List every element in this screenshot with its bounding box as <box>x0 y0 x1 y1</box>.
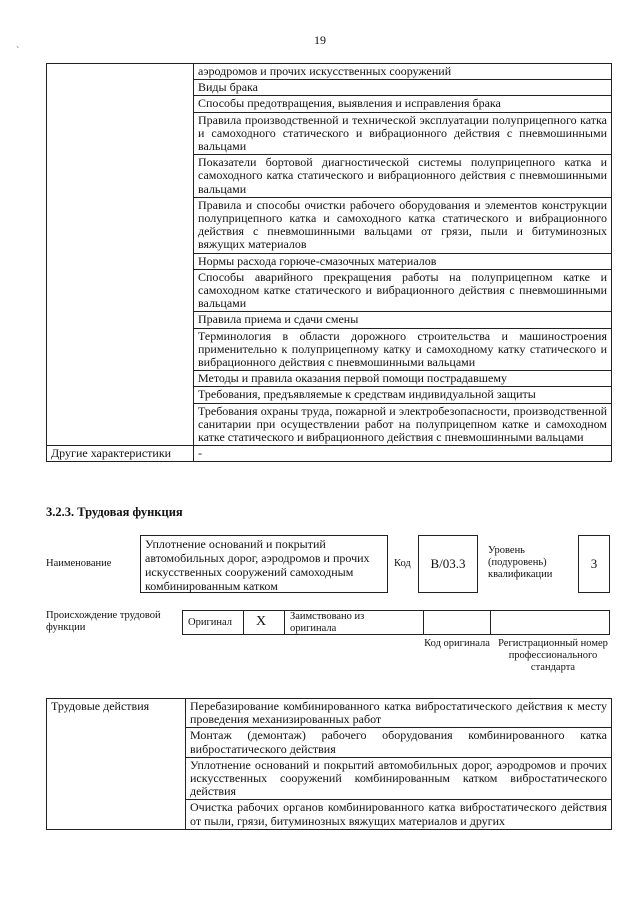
knowledge-table-continuation <box>46 63 612 462</box>
name-label: Наименование <box>46 558 112 569</box>
reg-number-caption: Регистрационный номер профессионального стандарта <box>498 638 608 673</box>
knowledge-item: Виды брака <box>194 80 612 96</box>
knowledge-item: Терминология в области дорожного строительства и машиностроения применительно к полуприцепному катку и самоходному катку статического и вибрационного действия с пневмошинными вальцами <box>194 328 612 371</box>
original-label-cell <box>182 610 244 635</box>
original-label: Оригинал <box>188 617 232 628</box>
knowledge-item: Нормы расхода горюче-смазочных материалов <box>194 253 612 269</box>
corner-mark: ` <box>16 46 20 57</box>
original-mark-cell <box>243 610 285 635</box>
level-field: 3 <box>578 535 610 593</box>
borrowed-label-cell <box>284 610 424 635</box>
borrowed-label: Заимствовано из оригинала <box>290 611 365 634</box>
original-code-cell <box>423 610 491 635</box>
knowledge-item: Требования, предъявляемые к средствам индивидуальной защиты <box>194 387 612 403</box>
origin-label: Происхождение трудовой функции <box>46 610 161 633</box>
level-label: Уровень (подуровень) квалификации <box>488 545 553 580</box>
knowledge-item: Методы и правила оказания первой помощи пострадавшему <box>194 371 612 387</box>
other-characteristics-label: Другие характеристики <box>47 446 194 462</box>
knowledge-item: Способы аварийного прекращения работы на полуприцепном катке и самоходном катке статического и вибрационного действия с пневмошинными вальцами <box>194 269 612 312</box>
section-title: 3.2.3. Трудовая функция <box>46 505 183 519</box>
other-characteristics-value: - <box>194 446 612 462</box>
knowledge-item: Требования охраны труда, пожарной и электробезопасности, производственной санитарии при осуществлении работ на полуприцепном катке и самоходном катке статического и вибрационного действия с пневмошинными вальцами <box>194 403 612 446</box>
labor-actions-table <box>46 698 612 830</box>
knowledge-item: Способы предотвращения, выявления и исправления брака <box>194 96 612 112</box>
knowledge-row <box>47 64 612 80</box>
labor-actions-label: Трудовые действия <box>47 699 186 830</box>
labor-action-item: Монтаж (демонтаж) рабочего оборудования комбинированного катка вибростатического действия <box>186 728 612 757</box>
labor-action-row <box>47 699 612 728</box>
function-name-field: Уплотнение оснований и покрытий автомобильных дорог, аэродромов и прочих искусственных сооружений самоходным комбинированным катком <box>140 535 388 593</box>
original-mark: X <box>256 614 267 629</box>
other-characteristics-row <box>47 446 612 462</box>
knowledge-item: аэродромов и прочих искусственных сооружений <box>194 64 612 80</box>
labor-action-item: Уплотнение оснований и покрытий автомобильных дорог, аэродромов и прочих искусственных сооружений комбинированным катком вибростатического действия <box>186 757 612 800</box>
knowledge-item: Правила и способы очистки рабочего оборудования и элементов конструкции полуприцепного катка и самоходного катка статического и вибрационного действия с пневмошинными вальцами от грязи, пыли и битуминозных вяжущих материалов <box>194 197 612 253</box>
knowledge-item: Правила приема и сдачи смены <box>194 312 612 328</box>
knowledge-left-cell <box>47 64 194 446</box>
page-number: 19 <box>314 33 326 47</box>
labor-action-item: Перебазирование комбинированного катка вибростатического действия к месту проведения механизированных работ <box>186 699 612 728</box>
labor-action-item: Очистка рабочих органов комбинированного катка вибростатического действия от пыли, грязи, битуминозных вяжущих материалов и других <box>186 800 612 829</box>
function-code-field: В/03.3 <box>418 535 478 593</box>
reg-number-cell <box>490 610 610 635</box>
code-label: Код <box>394 558 411 569</box>
original-code-caption: Код оригинала <box>424 638 490 649</box>
knowledge-item: Правила производственной и технической эксплуатации полуприцепного катка и самоходного статического и вибрационного действия с пневмошинными вальцами <box>194 112 612 155</box>
knowledge-item: Показатели бортовой диагностической системы полуприцепного катка и самоходного катка статического и вибрационного действия с пневмошинными вальцами <box>194 155 612 198</box>
